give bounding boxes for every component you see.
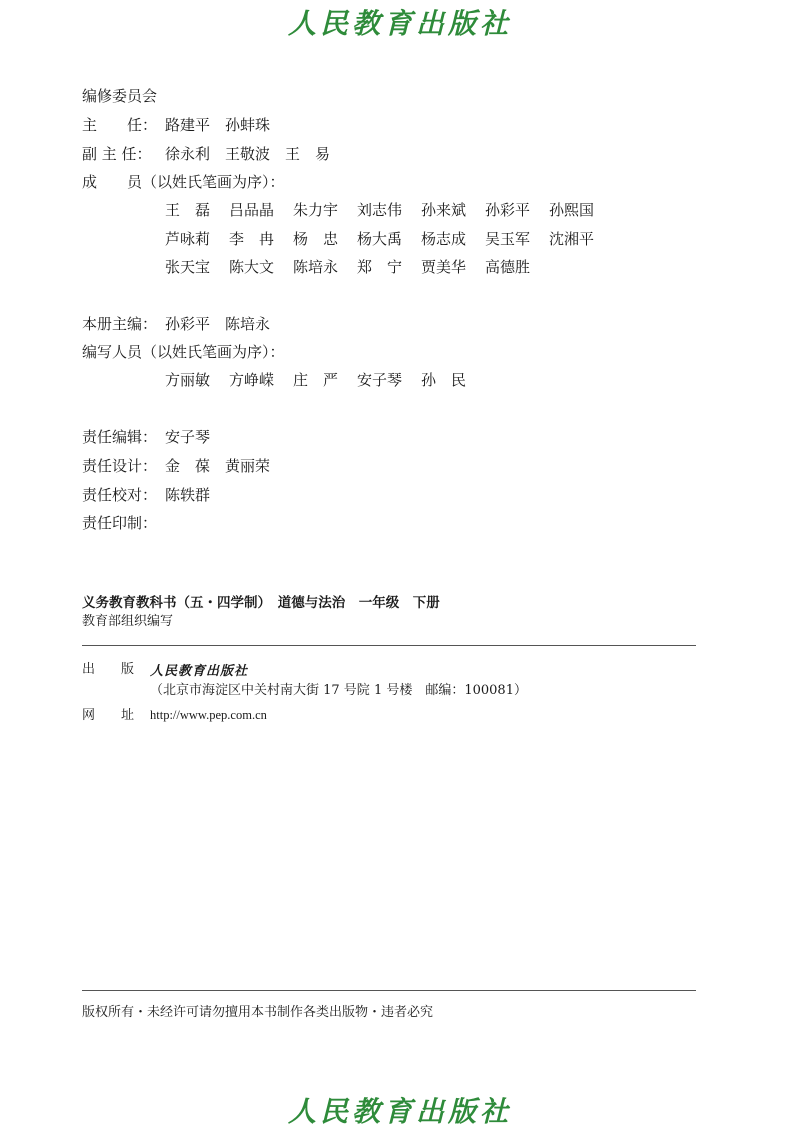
divider-top: [82, 645, 696, 646]
members-label: 成 员（以姓氏笔画为序）：: [82, 173, 285, 191]
member-name: 芦咏莉: [165, 230, 211, 248]
publisher-address: （北京市海淀区中关村南大街 17 号院 1 号楼 邮编：100081）: [150, 683, 527, 698]
member-name: 张天宝: [165, 258, 211, 276]
member-name: 王 磊: [165, 201, 211, 219]
member-name: 杨志成: [421, 230, 467, 248]
vice-director-names: 徐永利 王敬波 王 易: [165, 145, 331, 163]
writer-name: 庄 严: [293, 371, 339, 389]
responsible-proof-label: 责任校对：: [82, 486, 158, 504]
publish-label: 出 版: [82, 662, 135, 677]
writer-name: 方峥嵘: [229, 371, 275, 389]
responsible-design-names: 金 葆 黄丽荣: [165, 457, 271, 475]
member-name: 孙来斌: [421, 201, 467, 219]
responsible-proof-name: 陈轶群: [165, 486, 211, 504]
member-name: 杨 忠: [293, 230, 339, 248]
publisher-logo-bottom: 人民教育出版社: [287, 1095, 512, 1128]
member-name: 郑 宁: [357, 258, 403, 276]
publisher-name-logo: 人民教育出版社: [150, 664, 249, 679]
member-name: 杨大禹: [357, 230, 403, 248]
member-name: 沈湘平: [549, 230, 595, 248]
member-name: 孙熙国: [549, 201, 595, 219]
writers-row: [165, 370, 485, 390]
responsible-editor-name: 安子琴: [165, 428, 211, 446]
book-title: 义务教育教科书（五・四学制） 道德与法治 一年级 下册: [82, 595, 440, 611]
chief-editor-label: 本册主编：: [82, 315, 158, 333]
committee-title: 编修委员会: [82, 87, 158, 105]
members-row-1: [165, 200, 613, 220]
member-name: 高德胜: [485, 258, 531, 276]
member-name: 孙彩平: [485, 201, 531, 219]
book-compiler: 教育部组织编写: [82, 614, 174, 629]
website-url: http://www.pep.com.cn: [150, 708, 267, 722]
member-name: 陈大文: [229, 258, 275, 276]
member-name: 李 冉: [229, 230, 275, 248]
member-name: 吕品晶: [229, 201, 275, 219]
member-name: 朱力宇: [293, 201, 339, 219]
member-name: 贾美华: [421, 258, 467, 276]
copyright-notice: 版权所有・未经许可请勿擅用本书制作各类出版物・违者必究: [82, 1005, 434, 1020]
director-names: 路建平 孙蚌珠: [165, 116, 271, 134]
chief-editor-names: 孙彩平 陈培永: [165, 315, 271, 333]
writer-name: 方丽敏: [165, 371, 211, 389]
member-name: 吴玉军: [485, 230, 531, 248]
responsible-design-label: 责任设计：: [82, 457, 158, 475]
responsible-editor-label: 责任编辑：: [82, 428, 158, 446]
members-row-3: [165, 257, 549, 277]
member-name: 陈培永: [293, 258, 339, 276]
divider-bottom: [82, 990, 696, 991]
director-label: 主 任：: [82, 116, 158, 134]
member-name: 刘志伟: [357, 201, 403, 219]
web-label: 网 址: [82, 708, 135, 723]
writers-label: 编写人员（以姓氏笔画为序）：: [82, 343, 285, 361]
vice-director-label: 副 主 任：: [82, 145, 152, 163]
writer-name: 孙 民: [421, 371, 467, 389]
publisher-logo-top: 人民教育出版社: [287, 7, 512, 40]
responsible-print-label: 责任印制：: [82, 514, 158, 532]
writer-name: 安子琴: [357, 371, 403, 389]
members-row-2: [165, 229, 613, 249]
